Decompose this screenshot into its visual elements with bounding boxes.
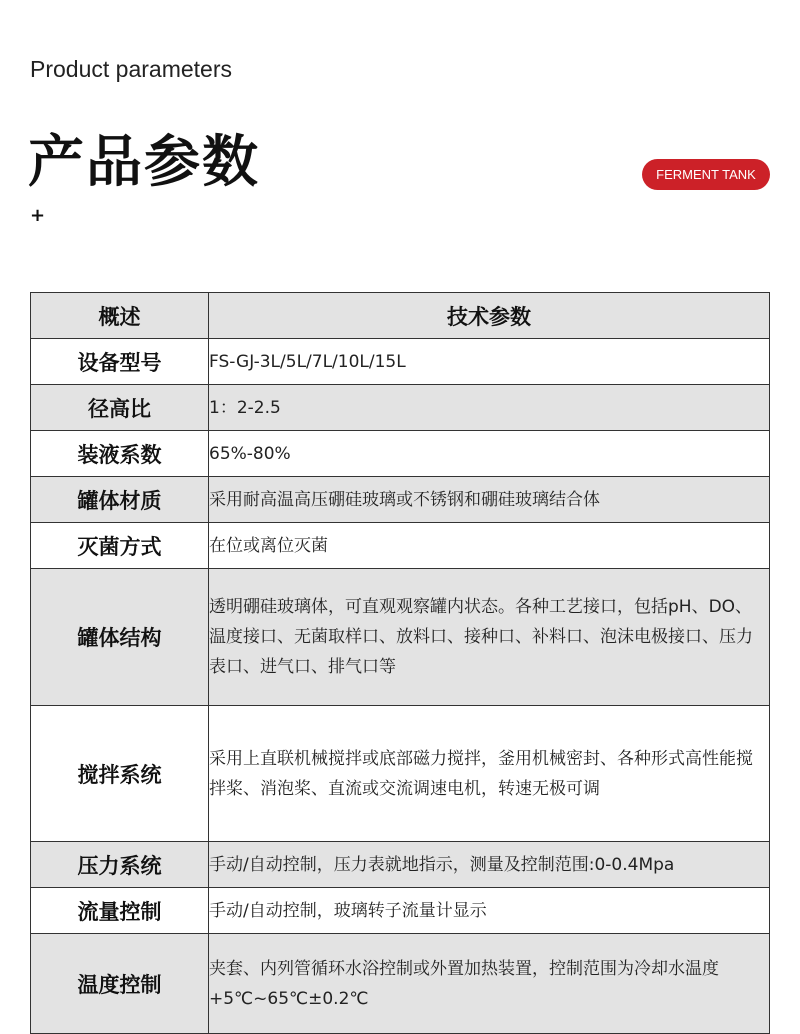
row-value: FS-GJ-3L/5L/7L/10L/15L (209, 339, 770, 385)
row-value: 在位或离位灭菌 (209, 523, 770, 569)
row-value: 1：2-2.5 (209, 385, 770, 431)
table-header-row (31, 293, 770, 339)
subtitle-english: Product parameters (30, 56, 232, 82)
row-value: 手动/自动控制，压力表就地指示，测量及控制范围:0-0.4Mpa (209, 842, 770, 888)
row-value: 采用上直联机械搅拌或底部磁力搅拌，釜用机械密封、各种形式高性能搅拌桨、消泡桨、直流或交流调速电机，转速无极可调 (209, 706, 770, 842)
table-row (31, 431, 770, 477)
table-row (31, 888, 770, 934)
parameters-table (30, 292, 770, 1034)
table-row (31, 706, 770, 842)
category-badge: FERMENT TANK (642, 159, 770, 190)
table-row (31, 842, 770, 888)
row-label: 温度控制 (31, 934, 209, 1034)
table-row (31, 477, 770, 523)
row-value: 透明硼硅玻璃体，可直观观察罐内状态。各种工艺接口，包括pH、DO、温度接口、无菌取样口、放料口、接种口、补料口、泡沫电极接口、压力表口、进气口、排气口等 (209, 569, 770, 706)
row-value: 采用耐高温高压硼硅玻璃或不锈钢和硼硅玻璃结合体 (209, 477, 770, 523)
row-label: 压力系统 (31, 842, 209, 888)
page-title: 产品参数 (28, 130, 260, 195)
table-row (31, 385, 770, 431)
row-label: 径高比 (31, 385, 209, 431)
row-value: 65%-80% (209, 431, 770, 477)
row-label: 搅拌系统 (31, 706, 209, 842)
row-value: 手动/自动控制，玻璃转子流量计显示 (209, 888, 770, 934)
row-label: 罐体材质 (31, 477, 209, 523)
header-tech-params: 技术参数 (209, 293, 770, 339)
row-label: 设备型号 (31, 339, 209, 385)
row-label: 灭菌方式 (31, 523, 209, 569)
plus-icon: + (30, 205, 46, 226)
row-label: 流量控制 (31, 888, 209, 934)
table-row (31, 523, 770, 569)
table-row (31, 339, 770, 385)
table-row (31, 934, 770, 1034)
header-overview: 概述 (31, 293, 209, 339)
row-label: 罐体结构 (31, 569, 209, 706)
row-value: 夹套、内列管循环水浴控制或外置加热装置，控制范围为冷却水温度+5℃~65℃±0.2℃ (209, 934, 770, 1034)
row-label: 装液系数 (31, 431, 209, 477)
table-row (31, 569, 770, 706)
